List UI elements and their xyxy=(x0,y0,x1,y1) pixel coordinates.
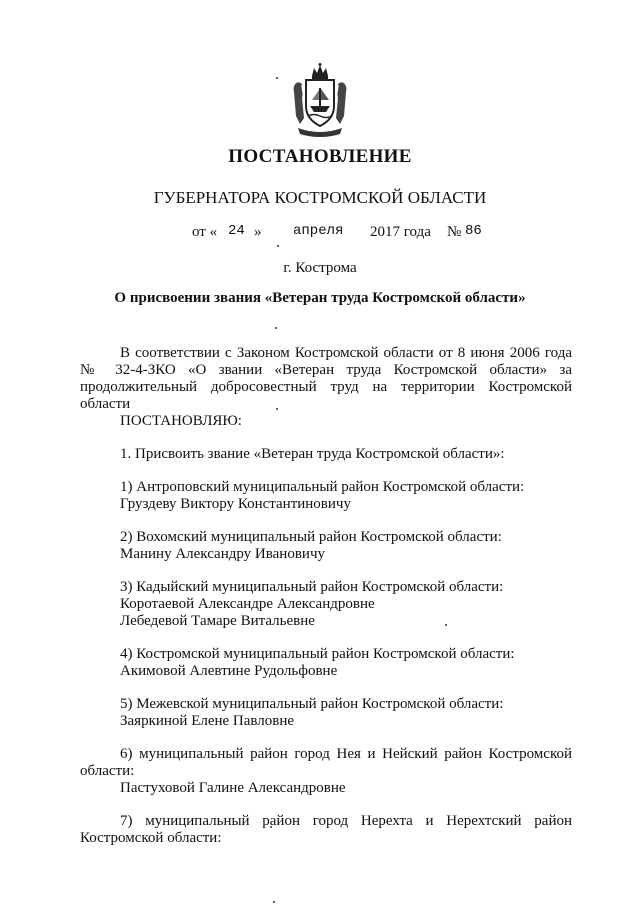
intro-line: В соответствии с Законом Костромской области от 8 июня 2006 года xyxy=(120,345,572,361)
date-prefix: от « xyxy=(192,224,218,240)
person: Акимовой Алевтине Рудольфовне xyxy=(120,663,338,679)
clause-1: 1. Присвоить звание «Ветеран труда Костромской области»: xyxy=(120,446,505,462)
intro-line: № 32-4-ЗКО «О звании «Ветеран труда Костромской области» за xyxy=(80,362,572,378)
district-5: 5) Межевской муниципальный район Костромской области: xyxy=(120,696,504,712)
district-4: 4) Костромской муниципальный район Костромской области: xyxy=(120,646,515,662)
district-6: 6) муниципальный район город Нея и Нейский район Костромской xyxy=(120,746,572,762)
person: Пастуховой Галине Александровне xyxy=(120,780,346,796)
date-day-close: » xyxy=(254,224,262,240)
district-7: 7) муниципальный район город Нерехта и Нерехтский район xyxy=(120,813,572,829)
district-6-cont: области: xyxy=(80,763,135,779)
person: Заяркиной Елене Павловне xyxy=(120,713,295,729)
intro-line: продолжительный добросовестный труд на территории Костромской xyxy=(80,379,572,395)
coat-of-arms-emblem xyxy=(290,62,350,140)
city: г. Кострома xyxy=(283,260,357,276)
document-heading: О присвоении звания «Ветеран труда Костромской области» xyxy=(114,290,526,306)
person: Груздеву Виктору Константиновичу xyxy=(120,496,351,512)
scan-speck xyxy=(276,77,278,79)
person: Лебедевой Тамаре Витальевне xyxy=(120,613,315,629)
district-3: 3) Кадыйский муниципальный район Костромской области: xyxy=(120,579,504,595)
scan-speck xyxy=(275,327,277,329)
document-number: 86 xyxy=(465,223,482,239)
date-month: апреля xyxy=(293,223,344,239)
date-day: 24 xyxy=(228,223,245,239)
date-year: 2017 года xyxy=(370,224,431,240)
number-label: № xyxy=(447,224,462,240)
scan-speck xyxy=(273,901,275,903)
document-title: ПОСТАНОВЛЕНИЕ xyxy=(228,146,412,167)
district-7-cont: Костромской области: xyxy=(80,830,222,846)
intro-line: области xyxy=(80,396,131,412)
district-1: 1) Антроповский муниципальный район Костромской области: xyxy=(120,479,525,495)
document-subtitle: ГУБЕРНАТОРА КОСТРОМСКОЙ ОБЛАСТИ xyxy=(153,188,487,207)
person: Манину Александру Ивановичу xyxy=(120,546,325,562)
decree-word: ПОСТАНОВЛЯЮ: xyxy=(120,413,242,429)
scan-speck xyxy=(277,245,279,247)
district-2: 2) Вохомский муниципальный район Костромской области: xyxy=(120,529,502,545)
person: Коротаевой Александре Александровне xyxy=(120,596,375,612)
document-body xyxy=(80,345,572,847)
